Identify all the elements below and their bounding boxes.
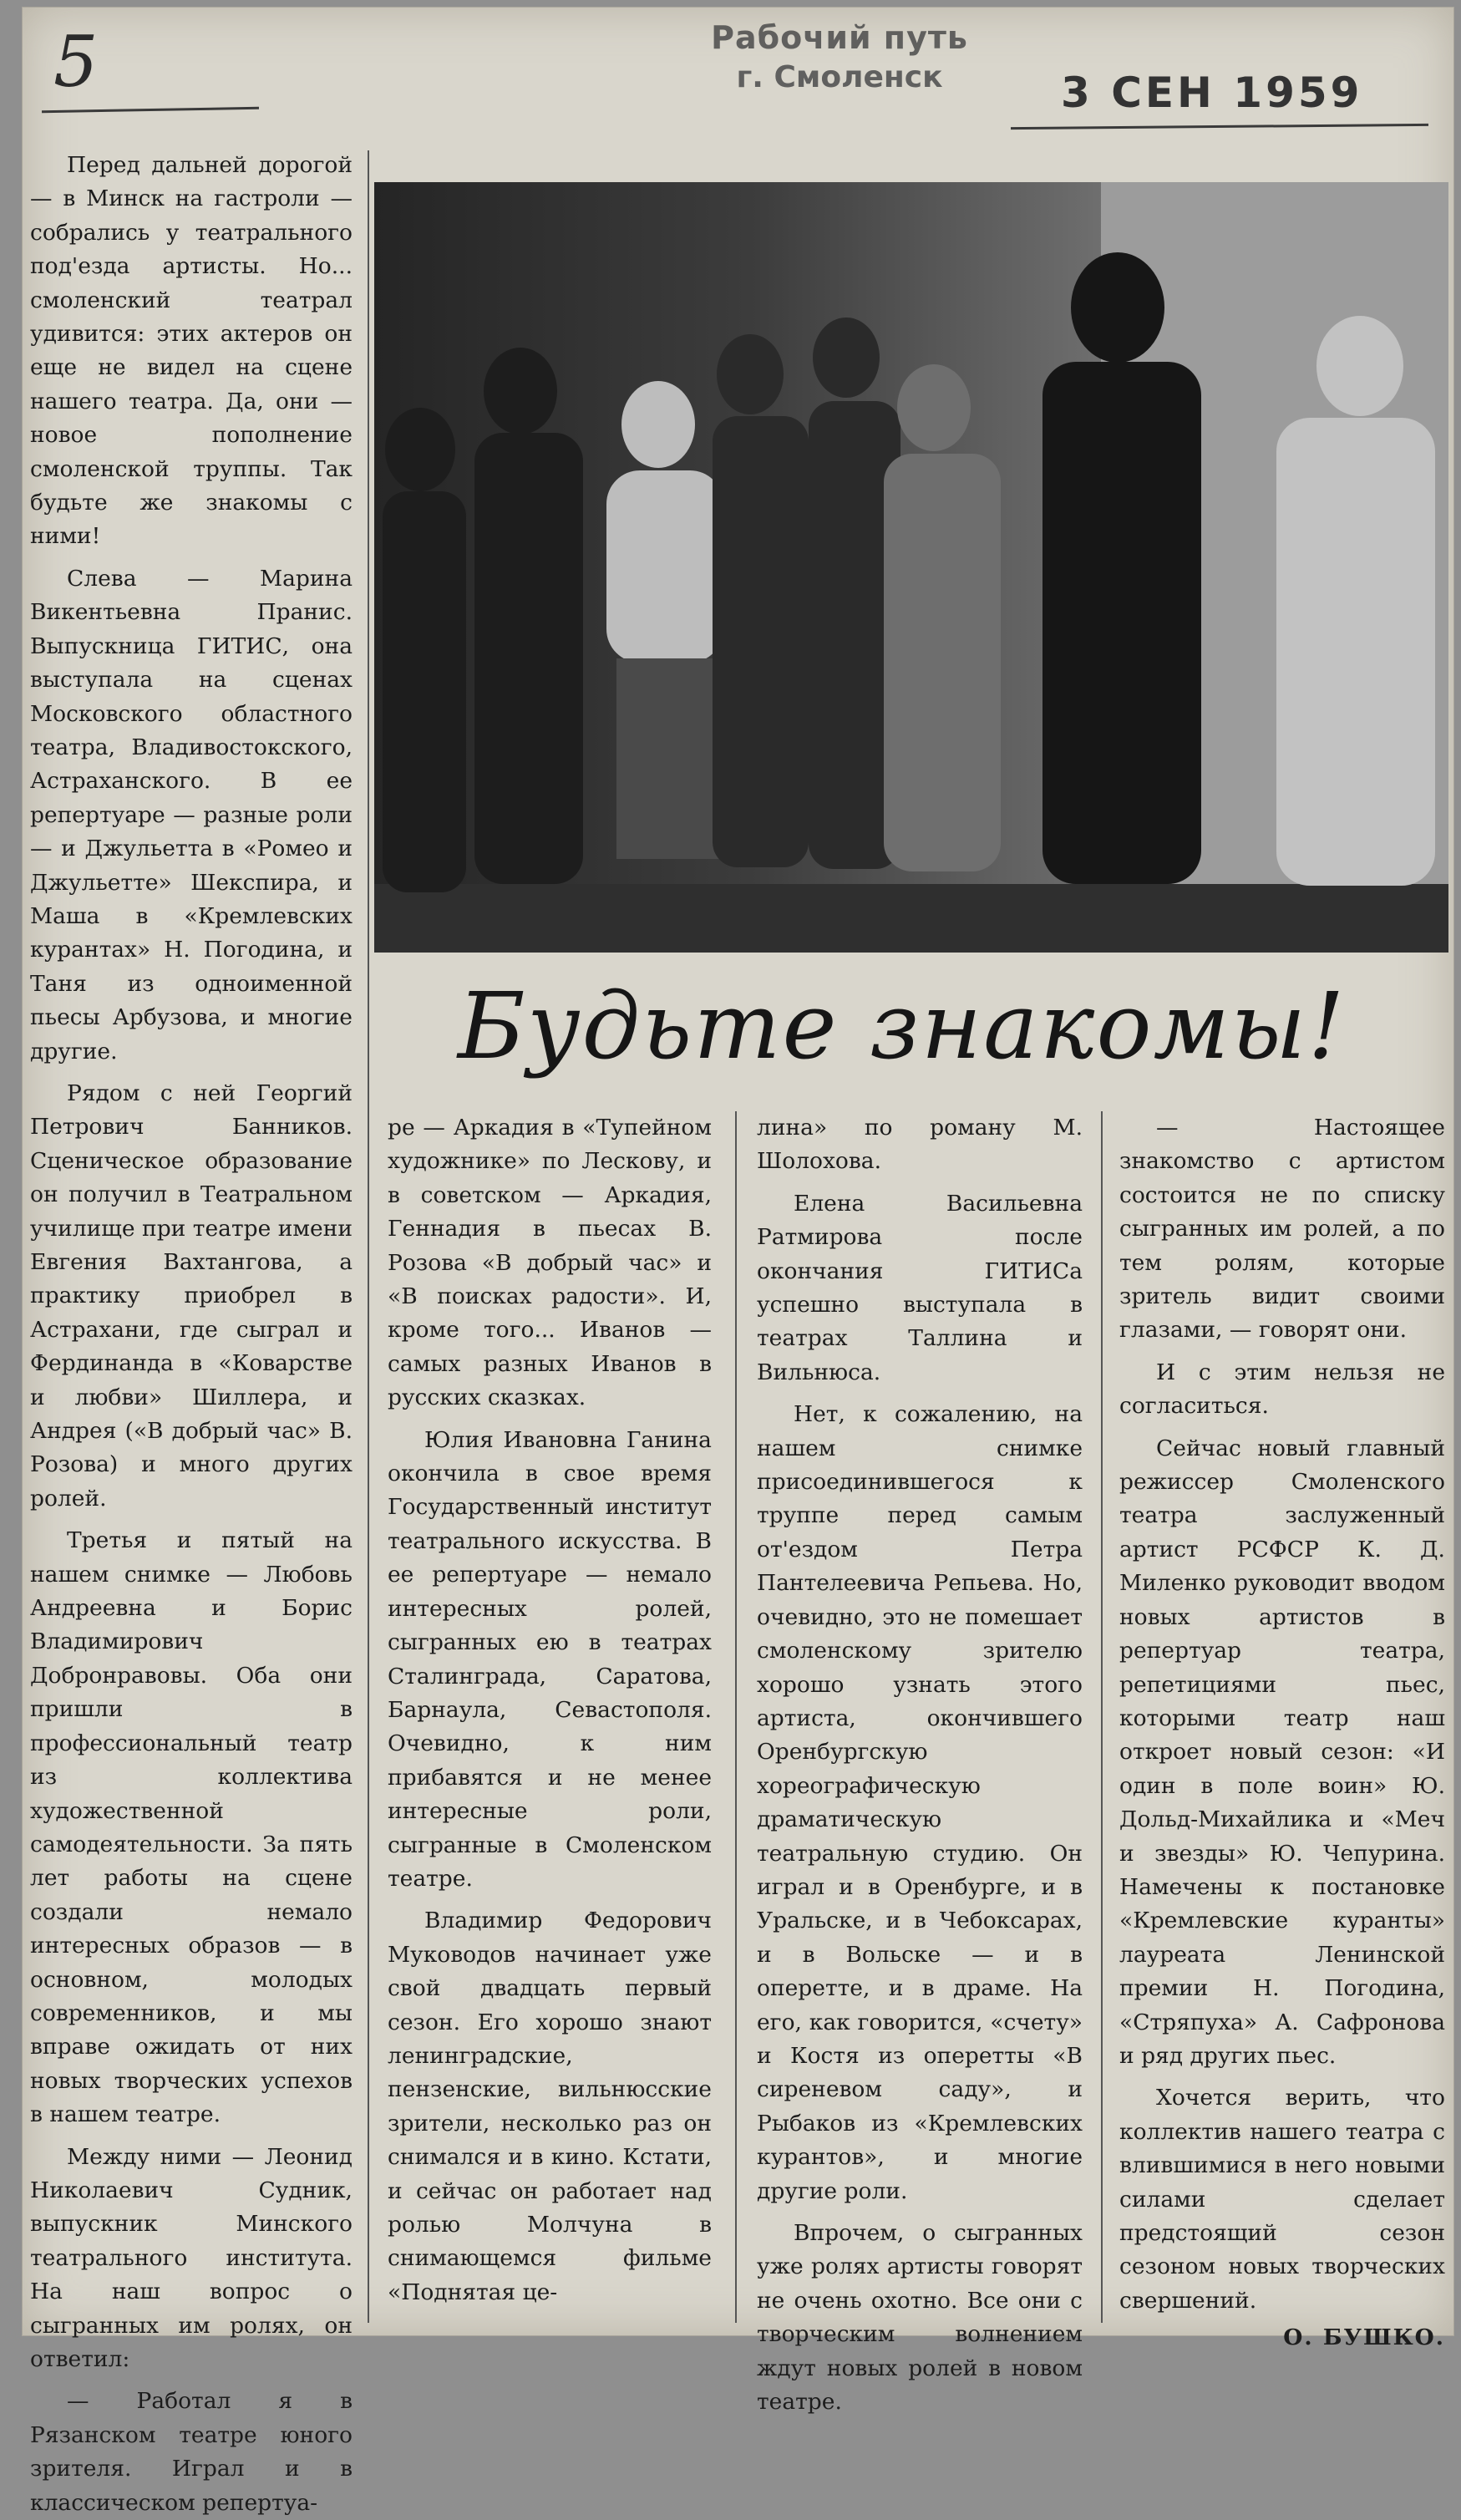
stamp-city: г. Смоленск [736, 59, 943, 94]
article-column-1 [30, 149, 353, 2520]
paragraph: Юлия Ивановна Ганина окончила в свое время Государственный институт театрального искусства. В ее репертуаре — немало интересных ролей, сыгранных ею в театрах Сталинграда, Саратова, Барнаула, Севастополя. Очевидно, к ним прибавятся и не менее интересные роли, сыгранные в Смоленском театре. [388, 1426, 712, 1892]
paragraph: лина» по роману М. Шолохова. [757, 1115, 1083, 1175]
paragraph: Впрочем, о сыгранных уже ролях артисты говорят не очень охотно. Все они с творческим волнением ждут новых ролей в новом театре. [757, 2220, 1083, 2416]
date-stamp: 3 СЕН 1959 [1061, 69, 1363, 117]
article-column-3 [757, 1111, 1083, 2419]
stamp-newspaper-name: Рабочий путь [711, 19, 968, 56]
handwritten-page-number: 5 [53, 21, 99, 103]
photo-figures [374, 182, 1448, 953]
column-divider [735, 1111, 737, 2323]
paragraph: Перед дальней дорогой — в Минск на гастроли — собрались у театрального под'езда артисты. Но... смоленский театрал удивится: этих актеров он еще не видел на сцене нашего театра. Да, они — новое пополнение смоленской труппы. Так будьте же знакомы с ними! [30, 152, 353, 550]
paragraph: — Работал я в Рязанском театре юного зрителя. Играл и в классическом репертуа- [30, 2388, 353, 2516]
column-divider [368, 150, 369, 2323]
paragraph: Третья и пятый на нашем снимке — Любовь Андреевна и Борис Владимирович Добронравовы. Оба они пришли в профессиональный театр из коллектива художественной самодеятельности. За пять лет работы на сцене создали немало интересных образов — в основном, молодых современников, и мы вправе ожидать от них новых творческих успехов в нашем театре. [30, 1527, 353, 2128]
paragraph: — Настоящее знакомство с артистом состоится не по списку сыгранных им ролей, а по тем ролям, которые зритель видит своими глазами, — говорят они. [1119, 1115, 1445, 1344]
paragraph: И с этим нельзя не согласиться. [1119, 1359, 1445, 1420]
article-headline: Будьте знакомы! [458, 973, 1347, 1080]
article-column-4 [1119, 1111, 1445, 2355]
paragraph: Нет, к сожалению, на нашем снимке присоединившегося к труппе перед самым от'ездом Петра Пантелеевича Репьева. Но, очевидно, это не помешает смоленскому зрителю хорошо узнать этого артиста, окончившего Оренбургскую хореографическую драматическую театральную студию. Он играл и в Оренбурге, и в Уральске, и в Чебоксарах, и в Вольске — и в оперетте, и в драме. На его, как говорится, «счету» и Костя из оперетты «В сиреневом саду», и Рыбаков из «Кремлевских курантов», и многие другие роли. [757, 1401, 1083, 2204]
newspaper-source-stamp [685, 18, 994, 96]
article-column-2 [388, 1111, 712, 2309]
paragraph: ре — Аркадия в «Тупейном художнике» по Лескову, и в советском — Аркадия, Геннадия в пьесах В. Розова «В добрый час» и «В поисках радости». И, кроме того... Иванов — самых разных Иванов в русских сказках. [388, 1115, 712, 1411]
paragraph: Владимир Федорович Муководов начинает уже свой двадцать первый сезон. Его хорошо знают ленинградские, пензенские, вильнюсские зрители, несколько раз он снимался и в кино. Кстати, и сейчас он работает над ролью Молчуна в снимающемся фильме «Поднятая це- [388, 1908, 712, 2305]
column-divider [1101, 1111, 1103, 2323]
paragraph: Хочется верить, что коллектив нашего театра с влившимися в него новыми силами сделает предстоящий сезон сезоном новых творческих свершений. [1119, 2085, 1445, 2314]
group-portrait-photo [374, 182, 1448, 953]
paragraph: Рядом с ней Георгий Петрович Банников. Сценическое образование он получил в Театральном училище при театре имени Евгения Вахтангова, а практику приобрел в Астрахани, где сыграл и Фердинанда в «Коварстве и любви» Шиллера, и Андрея («В добрый час» В. Розова) и много других ролей. [30, 1080, 353, 1511]
paragraph: Сейчас новый главный режиссер Смоленского театра заслуженный артист РСФСР К. Д. Миленко руководит вводом новых артистов в репертуар театра, репетициями пьес, которыми театр наш откроет новый сезон: «И один в поле воин» Ю. Дольд-Михайлика и «Меч и звезды» Ю. Чепурина. Намечены к постановке «Кремлевские куранты» лауреата Ленинской премии Н. Погодина, «Стряпуха» А. Сафронова и ряд других пьес. [1119, 1435, 1445, 2069]
paragraph: Елена Васильевна Ратмирова после окончания ГИТИСа успешно выступала в театрах Таллина и Вильнюса. [757, 1190, 1083, 1385]
paragraph: Слева — Марина Викентьевна Пранис. Выпускница ГИТИС, она выступала на сценах Московского областного театра, Владивостокского, Астраханского. В ее репертуаре — разные роли — и Джульетта в «Ромео и Джульетте» Шекспира, и Маша в «Кремлевских курантах» Н. Погодина, и Таня из одноименной пьесы Арбузова, и многие другие. [30, 565, 353, 1064]
author-signature: О. БУШКО. [1283, 2324, 1445, 2351]
paragraph: Между ними — Леонид Николаевич Судник, выпускник Минского театрального института. На наш вопрос о сыгранных им ролях, он ответил: [30, 2143, 353, 2372]
